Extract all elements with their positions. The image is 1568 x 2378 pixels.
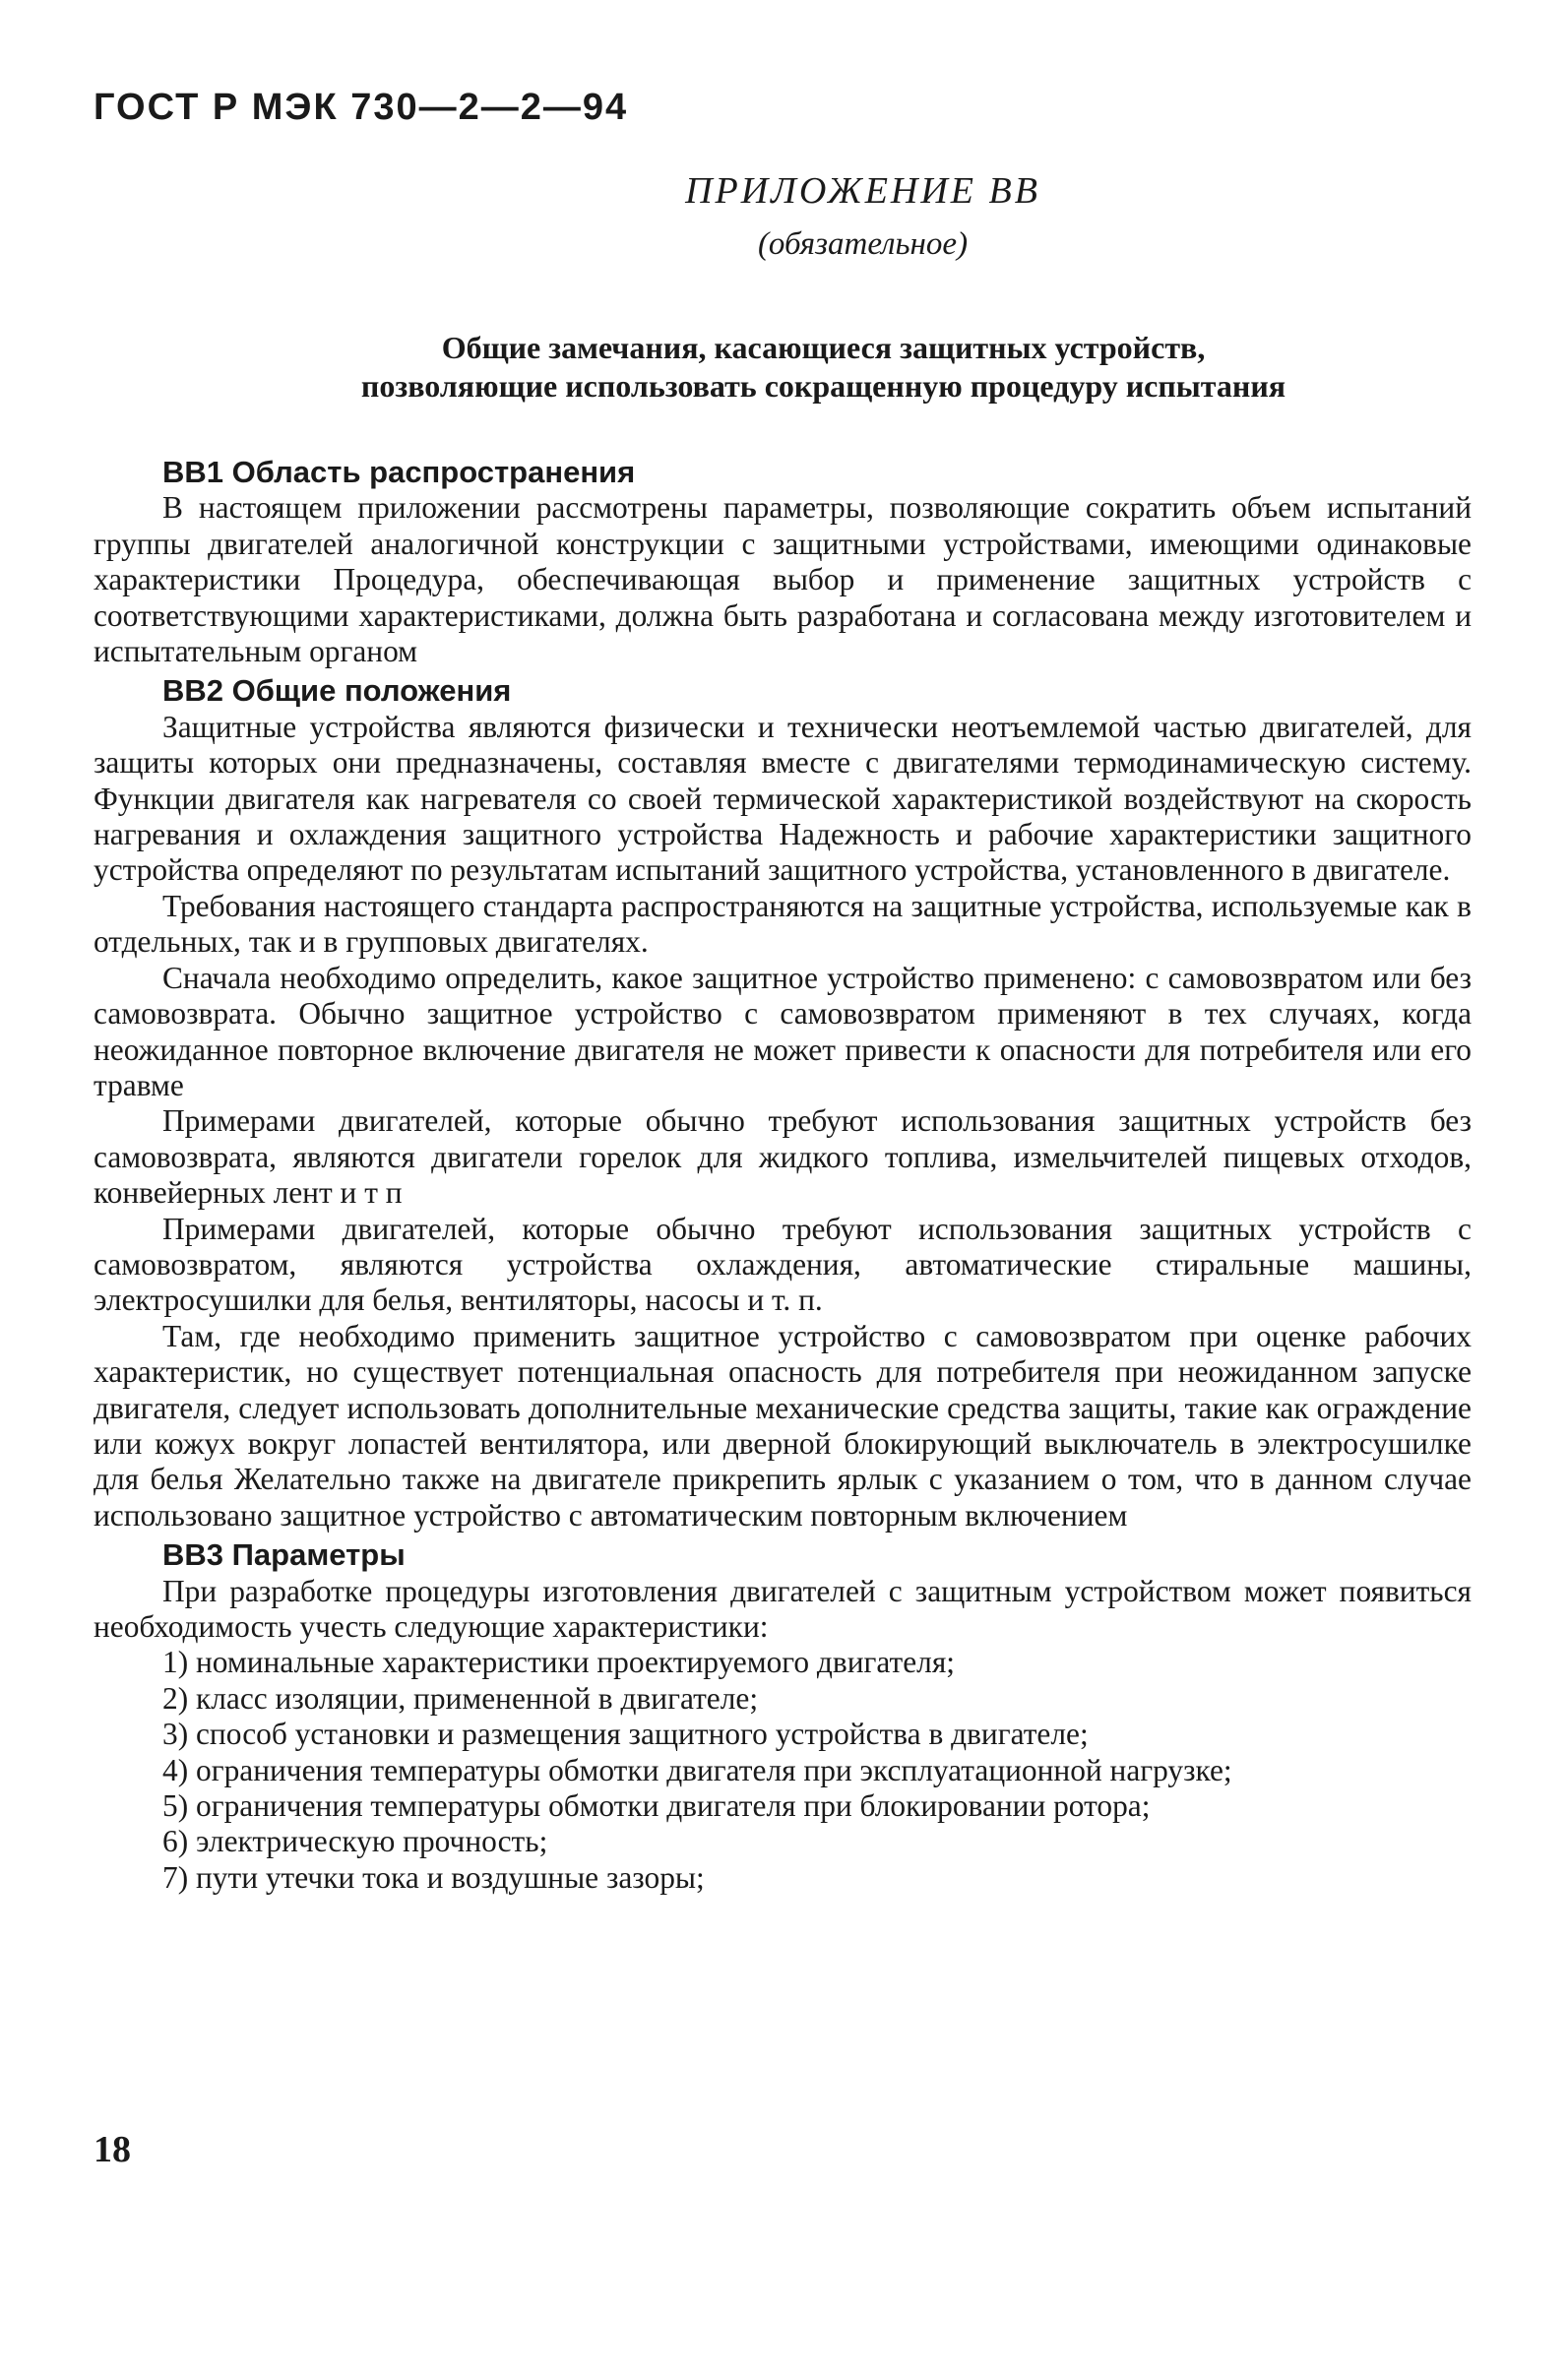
standard-code: ГОСТ Р МЭК 730—2—2—94 <box>94 87 629 128</box>
list-item: 4) ограничения температуры обмотки двигателя при эксплуатационной нагрузке; <box>162 1752 1232 1787</box>
page-number: 18 <box>94 2129 131 2170</box>
list-item: 5) ограничения температуры обмотки двигателя при блокировании ротора; <box>162 1788 1151 1824</box>
characteristics-list <box>94 1645 1472 1896</box>
paragraph: Требования настоящего стандарта распространяются на защитные устройства, используемые как в отдельных, так и в групповых двигателях. <box>94 888 1472 960</box>
paragraph: В настоящем приложении рассмотрены параметры, позволяющие сократить объем испытаний группы двигателей аналогичной конструкции с защитными устройствами, имеющими одинаковые характеристики Процедура, обеспечивающая выбор и применение защитных устройств с соответствующими характеристиками, должна быть разработана и согласована между изготовителем и испытательным органом <box>94 490 1472 669</box>
section-bb3-title: ВВ3 Параметры <box>162 1537 406 1573</box>
appendix-subtitle: (обязательное) <box>757 226 969 262</box>
paragraph: Примерами двигателей, которые обычно требуют использования защитных устройств с самовозвратом, являются устройства охлаждения, автоматические стиральные машины, электросушилки для белья, вентиляторы, насосы и т. п. <box>94 1211 1472 1318</box>
section-bb1-title: ВВ1 Область распространения <box>162 455 636 489</box>
appendix-title: ПРИЛОЖЕНИЕ ВВ <box>685 170 1040 212</box>
paragraph: При разработке процедуры изготовления двигателей с защитным устройством может появиться необходимость учесть следующие характеристики: <box>94 1573 1472 1644</box>
paragraph: Сначала необходимо определить, какое защитное устройство применено: с самовозвратом или без самовозврата. Обычно защитное устройство с самовозвратом применяют в тех случаях, когда неожиданное повторное включение двигателя не может привести к опасности для потребителя или его травме <box>94 960 1472 1102</box>
list-item: 7) пути утечки тока и воздушные зазоры; <box>162 1859 705 1895</box>
heading-line-2: позволяющие использовать сокращенную процедуру испытания <box>360 368 1286 404</box>
list-item: 1) номинальные характеристики проектируемого двигателя; <box>162 1645 955 1680</box>
paragraph: Там, где необходимо применить защитное устройство с самовозвратом при оценке рабочих характеристик, но существует потенциальная опасность для потребителя при неожиданном запуске двигателя, следует использовать дополнительные механические средства защиты, такие как ограждение или кожух вокруг лопастей вентилятора, или дверной блокирующий выключатель в электросушилке для белья Желательно также на двигателе прикрепить ярлык с указанием о том, что в данном случае использовано защитное устройство с автоматическим повторным включением <box>94 1318 1472 1533</box>
paragraph: Защитные устройства являются физически и технически неотъемлемой частью двигателей, для защиты которых они предназначены, составляя вместе с двигателями термодинамическую систему. Функции двигателя как нагревателя со своей термической характеристикой воздействуют на скорость нагревания и охлаждения защитного устройства Надежность и рабочие характеристики защитного устройства определяют по результатам испытаний защитного устройства, установленного в двигателе. <box>94 709 1472 888</box>
section-bb2-title: ВВ2 Общие положения <box>162 673 512 709</box>
paragraph: Примерами двигателей, которые обычно требуют использования защитных устройств без самовозврата, являются двигатели горелок для жидкого топлива, измельчителей пищевых отходов, конвейерных лент и т п <box>94 1103 1472 1211</box>
list-item: 2) класс изоляции, примененной в двигателе; <box>162 1680 759 1716</box>
body-text <box>94 455 1472 1896</box>
heading-line-1: Общие замечания, касающиеся защитных устройств, <box>441 330 1206 365</box>
list-item: 3) способ установки и размещения защитного устройства в двигателе; <box>162 1717 1089 1752</box>
list-item: 6) электрическую прочность; <box>162 1824 548 1859</box>
document-heading <box>0 329 1568 406</box>
